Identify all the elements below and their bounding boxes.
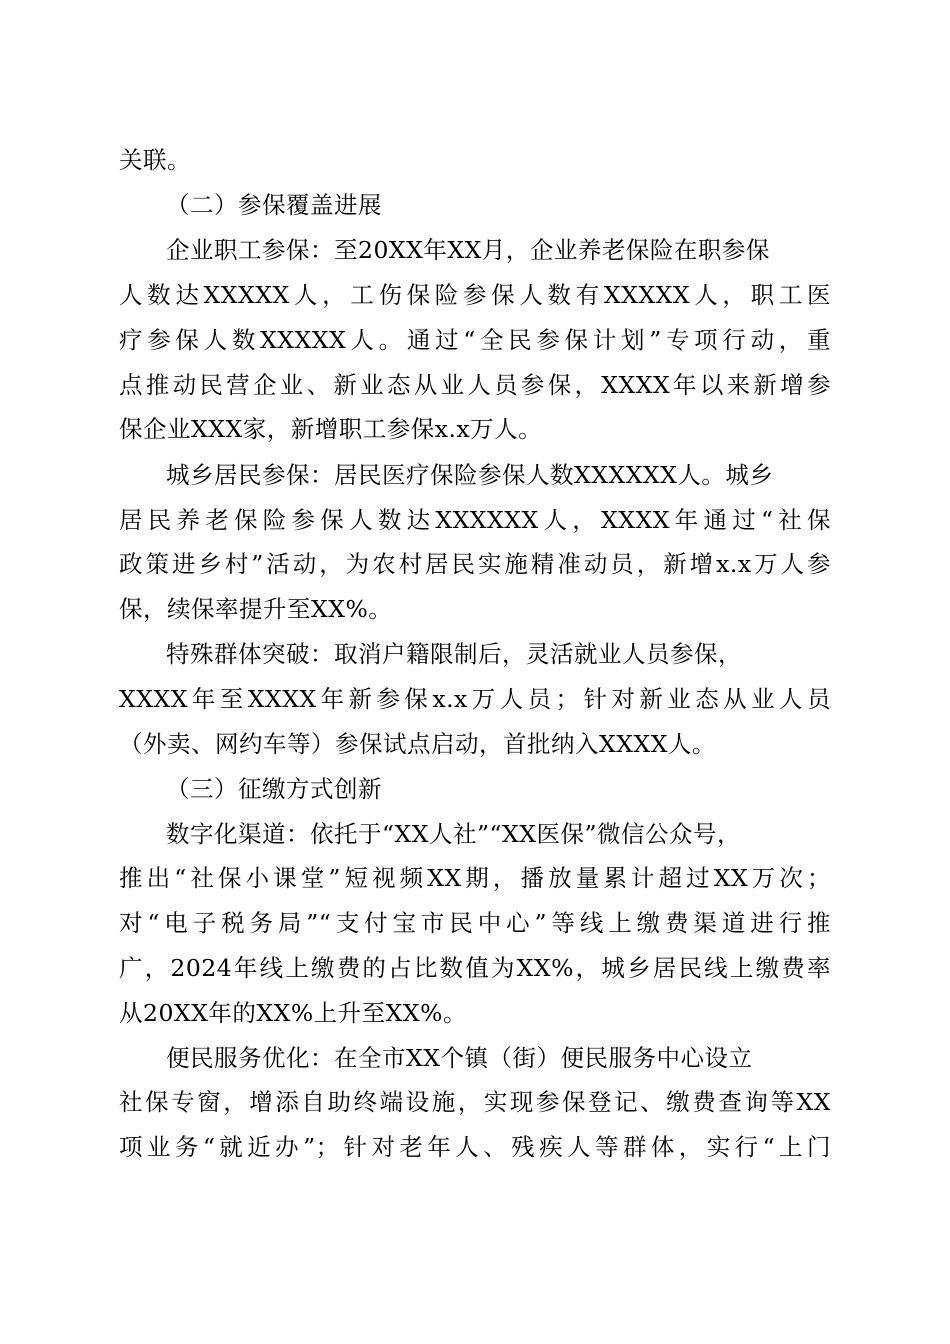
text-line: 项业务“就近办”；针对老年人、残疾人等群体，实行“上门 <box>119 1133 831 1161</box>
text-line: 政策进乡村”活动，为农村居民实施精准动员，新增x.x万人参 <box>119 550 831 578</box>
text-line: 居民养老保险参保人数达XXXXXX人，XXXX年通过“社保 <box>119 506 831 534</box>
text-line: 从20XX年的XX%上升至XX%。 <box>119 999 467 1027</box>
text-line: 人数达XXXXX人，工伤保险参保人数有XXXXX人，职工医 <box>119 281 831 309</box>
text-line: 点推动民营企业、新业态从业人员参保，XXXX年以来新增参 <box>119 371 831 399</box>
text-line: 社保专窗，增添自助终端设施，实现参保登记、缴费查询等XX <box>119 1088 831 1116</box>
paragraph-start-line: 便民服务优化：在全市XX个镇（街）便民服务中心设立 <box>166 1044 753 1072</box>
section-heading: （三）征缴方式创新 <box>166 775 382 803</box>
text-line: 疗参保人数XXXXX人。通过“全民参保计划”专项行动，重 <box>119 326 831 354</box>
text-line: 推出“社保小课堂”短视频XX期，播放量累计超过XX万次； <box>119 864 831 892</box>
text-line: 关联。 <box>119 146 191 174</box>
text-line: 保企业XXX家，新增职工参保x.x万人。 <box>119 415 543 443</box>
paragraph-start-line: 数字化渠道：依托于“XX人社”“XX医保”微信公众号， <box>166 820 741 848</box>
text-line: 对“电子税务局”“支付宝市民中心”等线上缴费渠道进行推 <box>119 909 831 937</box>
paragraph-start-line: 特殊群体突破：取消户籍限制后，灵活就业人员参保， <box>166 640 742 668</box>
text-line: XXXX年至XXXX年新参保x.x万人员；针对新业态从业人员 <box>119 685 831 713</box>
text-line: 保，续保率提升至XX%。 <box>119 595 393 623</box>
paragraph-start-line: 企业职工参保：至20XX年XX月，企业养老保险在职参保 <box>166 236 770 264</box>
text-line: 广，2024年线上缴费的占比数值为XX%，城乡居民线上缴费率 <box>119 954 831 982</box>
text-line: （外卖、网约车等）参保试点启动，首批纳入XXXX人。 <box>119 730 716 758</box>
paragraph-start-line: 城乡居民参保：居民医疗保险参保人数XXXXXX人。城乡 <box>166 461 774 489</box>
section-heading: （二）参保覆盖进展 <box>166 191 382 219</box>
